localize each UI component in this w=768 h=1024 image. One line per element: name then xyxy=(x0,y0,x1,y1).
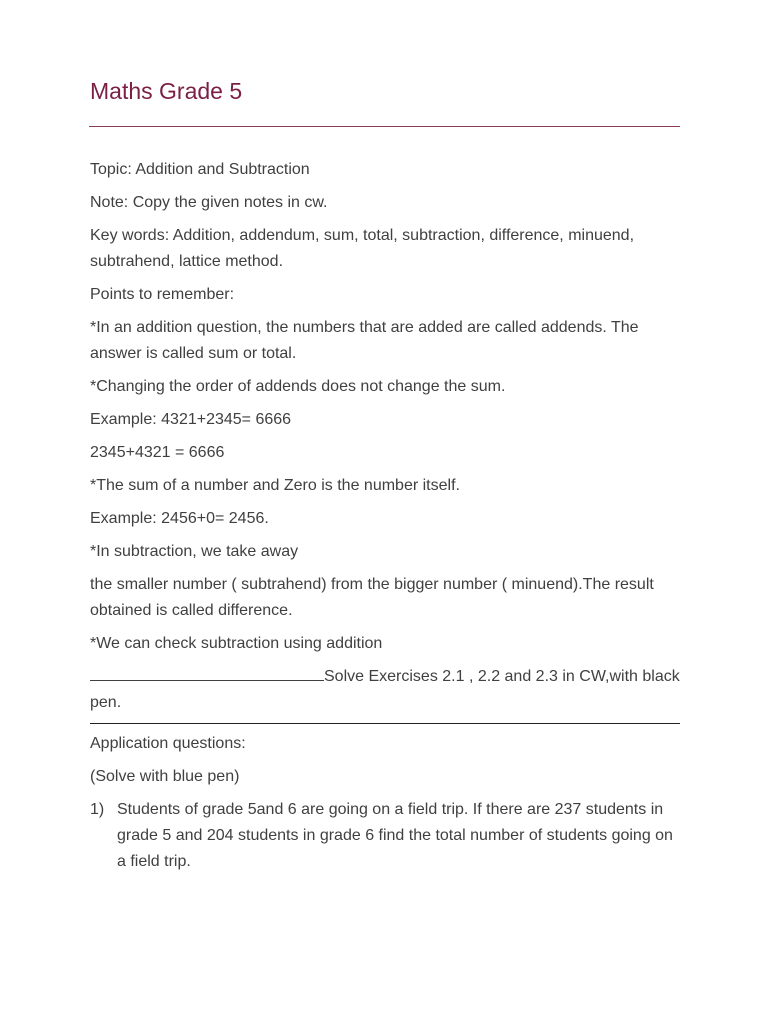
application-heading: Application questions: xyxy=(90,735,246,752)
point-order: *Changing the order of addends does not change the sum. xyxy=(90,378,506,395)
exercise-instruction-text: Solve Exercises 2.1 , 2.2 and 2.3 in CW,with black pen. xyxy=(90,668,680,711)
title-divider xyxy=(89,126,680,127)
point-check: *We can check subtraction using addition xyxy=(90,635,383,652)
note-line: Note: Copy the given notes in cw. xyxy=(90,194,328,211)
example-3: Example: 2456+0= 2456. xyxy=(90,510,269,527)
example-1: Example: 4321+2345= 6666 xyxy=(90,411,292,428)
answer-blank-line xyxy=(90,664,324,681)
question-item xyxy=(90,797,680,875)
application-note: (Solve with blue pen) xyxy=(90,768,240,785)
subtraction-detail: the smaller number ( subtrahend) from the bigger number ( minuend).The result obtained is called difference. xyxy=(90,576,654,619)
question-number: 1) xyxy=(90,801,105,818)
document-body xyxy=(90,157,680,875)
page-title: Maths Grade 5 xyxy=(90,78,243,104)
example-2: 2345+4321 = 6666 xyxy=(90,444,225,461)
point-subtraction: *In subtraction, we take away xyxy=(90,543,299,560)
points-heading: Points to remember: xyxy=(90,286,235,303)
topic-line: Topic: Addition and Subtraction xyxy=(90,161,310,178)
point-zero: *The sum of a number and Zero is the number itself. xyxy=(90,477,460,494)
exercise-instruction xyxy=(90,664,680,716)
keywords-line: Key words: Addition, addendum, sum, total, subtraction, difference, minuend, subtrahend, lattice method. xyxy=(90,227,635,270)
section-divider xyxy=(90,723,680,724)
point-addends: *In an addition question, the numbers that are added are called addends. The answer is called sum or total. xyxy=(90,319,639,362)
question-text: Students of grade 5and 6 are going on a field trip. If there are 237 students in grade 5 and 204 students in grade 6 find the total number of students going on a field trip. xyxy=(117,801,673,870)
